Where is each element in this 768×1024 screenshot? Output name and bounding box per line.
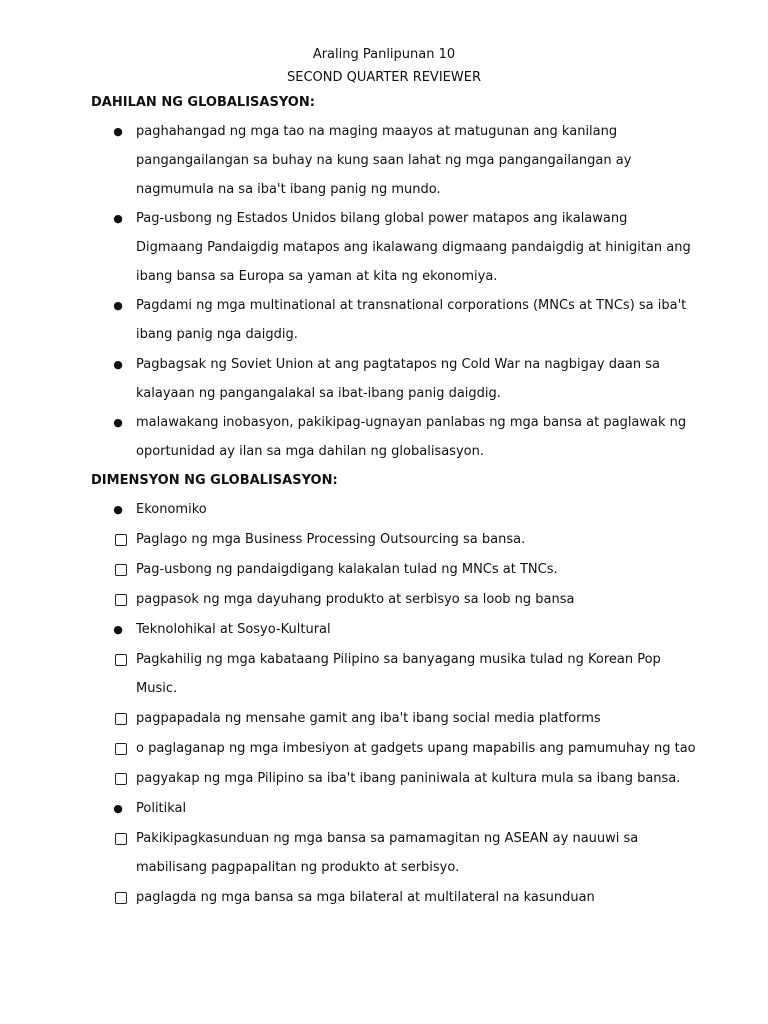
list-item-text: ibang bansa sa Europa sa yaman at kita ng ekonomiya.	[136, 269, 498, 284]
checklist-item-text: pagpapadala ng mensahe gamit ang iba't ibang social media platforms	[136, 711, 601, 726]
list-item-text: Pag-usbong ng Estados Unidos bilang global power matapos ang ikalawang	[136, 211, 628, 226]
checklist-item-text: Paglago ng mga Business Processing Outsourcing sa bansa.	[136, 532, 526, 547]
list-item-text: Digmaang Pandaigdig matapos ang ikalawang digmaang pandaigdig at hinigitan ang	[136, 240, 691, 255]
bullet-icon: ●	[113, 623, 123, 636]
list-item-text: Pagbagsak ng Soviet Union at ang pagtatapos ng Cold War na nagbigay daan sa	[136, 357, 661, 372]
subject-title: Araling Panlipunan 10	[312, 47, 456, 62]
checkbox-icon	[115, 833, 127, 845]
checkbox-icon	[115, 773, 127, 785]
list-item-text: nagmumula na sa iba't ibang panig ng mundo.	[136, 182, 441, 197]
list-item-text: kalayaan ng pangangalakal sa ibat-ibang panig daigdig.	[136, 386, 501, 401]
bullet-icon: ●	[113, 299, 123, 312]
document-title: SECOND QUARTER REVIEWER	[287, 70, 481, 85]
checkbox-icon	[115, 564, 127, 576]
list-item-text: Pagdami ng mga multinational at transnational corporations (MNCs at TNCs) sa iba't	[136, 298, 687, 313]
section-heading-dimensyon: DIMENSYON NG GLOBALISASYON:	[91, 473, 338, 488]
checklist-item-text: Pakikipagkasunduan ng mga bansa sa pamamagitan ng ASEAN ay nauuwi sa	[136, 831, 639, 846]
category-label: Politikal	[136, 801, 187, 816]
checkbox-icon	[115, 713, 127, 725]
checklist-item-text: Music.	[136, 681, 178, 696]
checklist-item-text: o paglaganap ng mga imbesiyon at gadgets upang mapabilis ang pamumuhay ng tao	[136, 741, 696, 756]
checkbox-icon	[115, 594, 127, 606]
checklist-item-text: mabilisang pagpapalitan ng produkto at serbisyo.	[136, 860, 460, 875]
bullet-icon: ●	[113, 802, 123, 815]
bullet-icon: ●	[113, 503, 123, 516]
checklist-item-text: Pag-usbong ng pandaigdigang kalakalan tulad ng MNCs at TNCs.	[136, 562, 558, 577]
category-label: Ekonomiko	[136, 502, 207, 517]
checklist-item-text: pagpasok ng mga dayuhang produkto at serbisyo sa loob ng bansa	[136, 592, 575, 607]
bullet-icon: ●	[113, 358, 123, 371]
list-item-text: paghahangad ng mga tao na maging maayos at matugunan ang kanilang	[136, 124, 618, 139]
checkbox-icon	[115, 743, 127, 755]
checkbox-icon	[115, 892, 127, 904]
checklist-item-text: Pagkahilig ng mga kabataang Pilipino sa banyagang musika tulad ng Korean Pop	[136, 652, 661, 667]
checkbox-icon	[115, 654, 127, 666]
checklist-item-text: paglagda ng mga bansa sa mga bilateral at multilateral na kasunduan	[136, 890, 595, 905]
list-item-text: oportunidad ay ilan sa mga dahilan ng globalisasyon.	[136, 444, 484, 459]
list-item-text: malawakang inobasyon, pakikipag-ugnayan panlabas ng mga bansa at paglawak ng	[136, 415, 687, 430]
bullet-icon: ●	[113, 416, 123, 429]
checklist-item-text: pagyakap ng mga Pilipino sa iba't ibang paniniwala at kultura mula sa ibang bansa.	[136, 771, 681, 786]
list-item-text: ibang panig nga daigdig.	[136, 327, 298, 342]
list-item-text: pangangailangan sa buhay na kung saan lahat ng mga pangangailangan ay	[136, 153, 632, 168]
bullet-icon: ●	[113, 212, 123, 225]
section-heading-dahilan: DAHILAN NG GLOBALISASYON:	[91, 95, 315, 110]
checkbox-icon	[115, 534, 127, 546]
bullet-icon: ●	[113, 125, 123, 138]
category-label: Teknolohikal at Sosyo-Kultural	[136, 622, 331, 637]
